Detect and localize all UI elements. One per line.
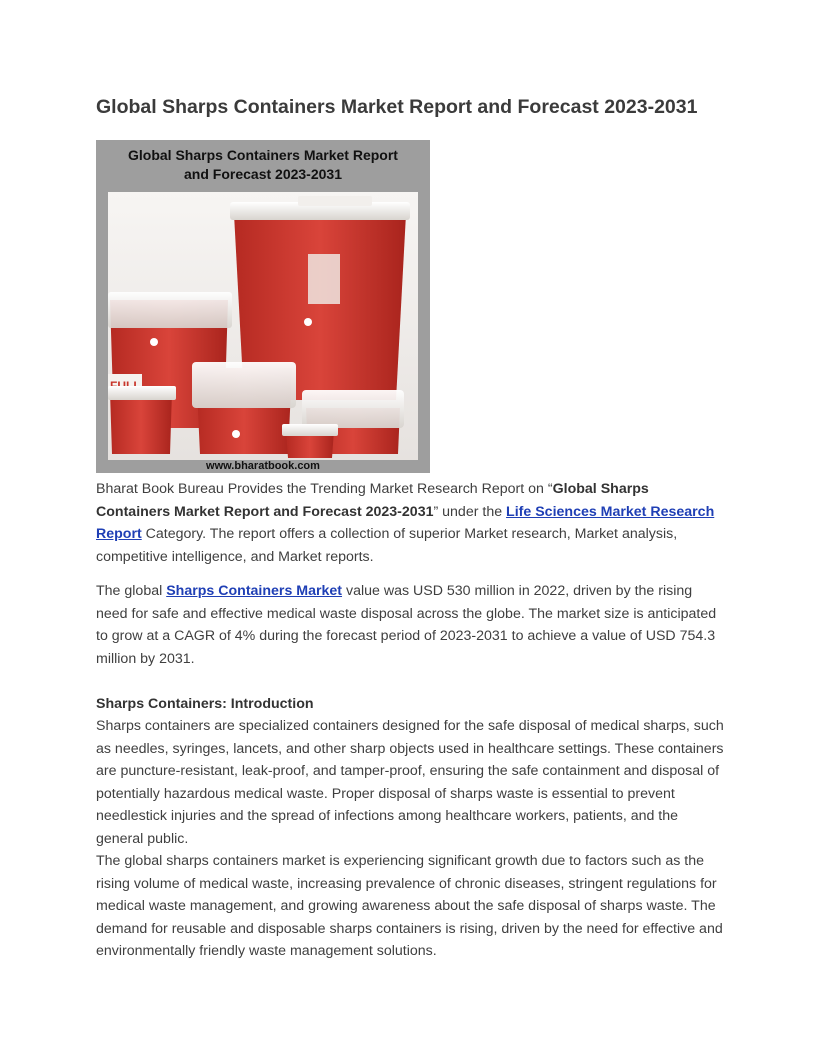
page-title: Global Sharps Containers Market Report and Forecast 2023-2031 (96, 96, 698, 118)
section-heading: Sharps Containers: Introduction (96, 696, 314, 712)
hero-caption-line1: Global Sharps Containers Market Report (128, 147, 398, 163)
market-text-1: The global (96, 583, 167, 599)
section-paragraph-2: The global sharps containers market is experiencing significant growth due to factors such as the rising volume of medical waste, increasing prevalence of chronic diseases, stringent regulations for medical waste management, and growing awareness about the safe disposal of sharps waste. The demand for reusable and disposable sharps containers is rising, driven by the need for effective and environmentally friendly waste management solutions. (96, 853, 723, 959)
intro-text-2: ” under the (433, 503, 507, 520)
sharps-containers-market-link[interactable]: Sharps Containers Market (166, 583, 343, 599)
market-paragraph (96, 580, 726, 670)
hero-image (96, 140, 430, 473)
sharps-containers-photo (108, 192, 418, 460)
life-sciences-link[interactable]: Life Sciences Market Research Report (96, 503, 715, 542)
intro-text-1: Bharat Book Bureau Provides the Trending Market Research Report on “ (96, 481, 553, 497)
intro-paragraph (96, 478, 726, 568)
section-paragraph-1: Sharps containers are specialized containers designed for the safe disposal of medical sharps, such as needles, syringes, lancets, and other sharp objects used in healthcare settings. These containers are puncture-resistant, leak-proof, and tamper-proof, ensuring the safe containment and disposal of potentially hazardous medical waste. Proper disposal of sharps waste is essential to prevent needlestick injuries and the spread of infections among healthcare workers, patients, and the general public. (96, 718, 724, 847)
hero-website: www.bharatbook.com (206, 460, 320, 472)
intro-text-3: Category. The report offers a collection of superior Market research, Market analysis, competitive intelligence, and Market reports. (96, 526, 678, 565)
hero-caption (96, 146, 430, 184)
hero-caption-line2: and Forecast 2023-2031 (184, 166, 342, 182)
sharps-containers-illustration (108, 192, 418, 460)
intro-report-title: Global Sharps Containers Market Report and Forecast 2023-2031 (96, 481, 649, 520)
market-text-2: value was USD 530 million in 2022, driven by the rising need for safe and effective medical waste disposal across the globe. The market size is anticipated to grow at a CAGR of 4% during the forecast period of 2023-2031 to achieve a value of USD 754.3 million by 2031. (96, 583, 717, 667)
